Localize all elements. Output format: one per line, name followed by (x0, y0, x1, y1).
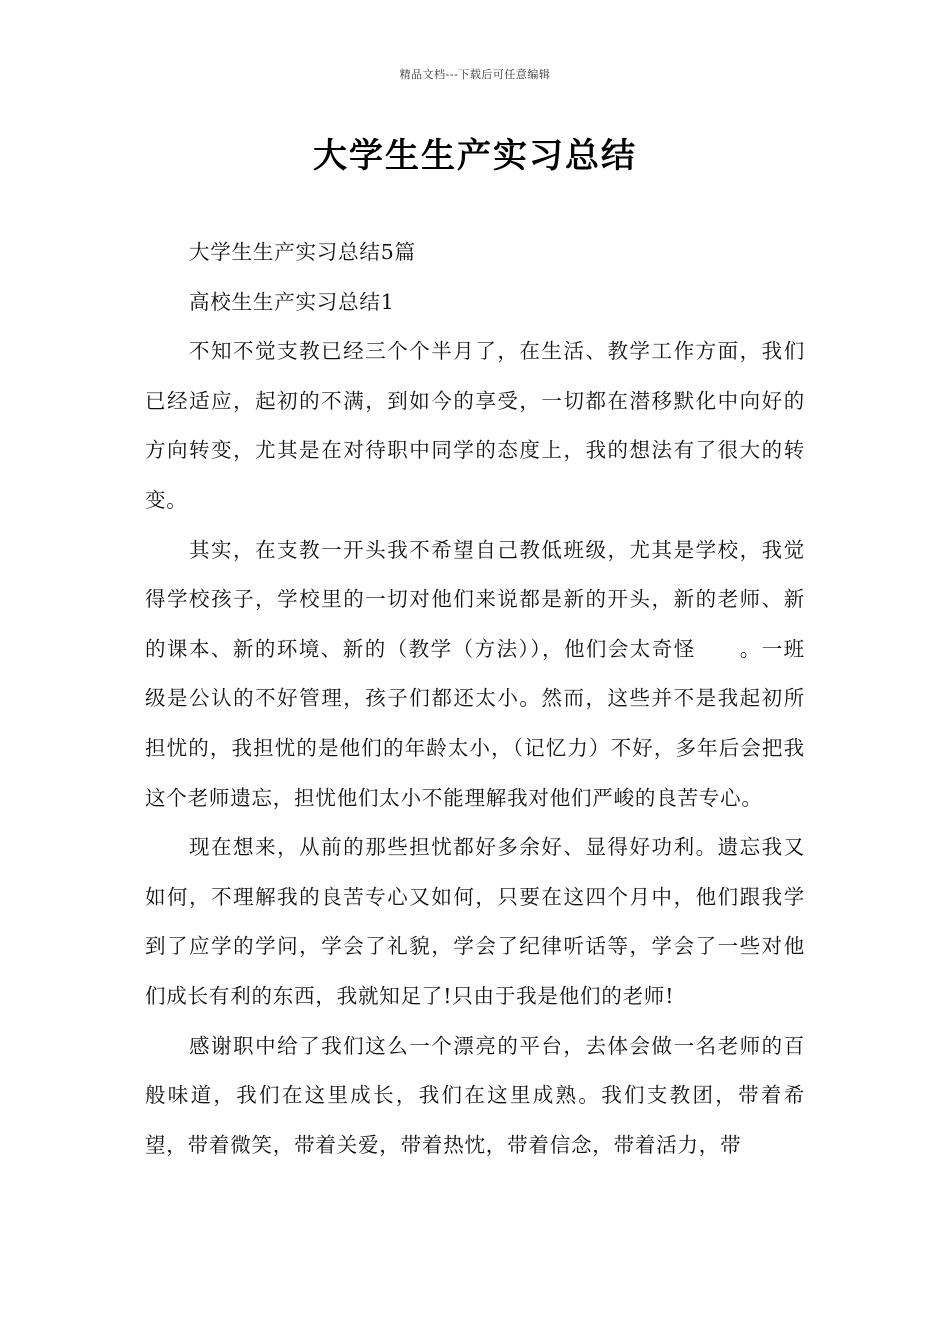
body-paragraph: 现在想来，从前的那些担忧都好多余好、显得好功利。遗忘我又如何，不理解我的良苦专心又如何，只要在这四个月中，他们跟我学到了应学的学问，学会了礼貌，学会了纪律听话等，学会了一些对他们成长有利的东西，我就知足了!只由于我是他们的老师! (145, 835, 805, 1008)
document-body (145, 228, 805, 1170)
body-paragraph: 感谢职中给了我们这么一个漂亮的平台，去体会做一名老师的百般味道，我们在这里成长，我们在这里成熟。我们支教团，带着希望，带着微笑，带着关爱，带着热忱，带着信念，带着活力，带 (145, 1033, 805, 1157)
page-header-note: 精品文档---下载后可任意编辑 (399, 68, 551, 81)
section-heading: 高校生生产实习总结1 (189, 289, 395, 314)
document-title: 大学生生产实习总结 (313, 136, 637, 176)
body-paragraph: 不知不觉支教已经三个个半月了，在生活、教学工作方面，我们已经适应，起初的不满，到如今的享受，一切都在潜移默化中向好的方向转变，尤其是在对待职中同学的态度上，我的想法有了很大的转变。 (145, 339, 805, 512)
subtitle-paragraph: 大学生生产实习总结5篇 (189, 240, 416, 264)
body-paragraph: 其实，在支教一开头我不希望自己教低班级，尤其是学校，我觉得学校孩子，学校里的一切对他们来说都是新的开头，新的老师、新的课本、新的环境、新的（教学（方法）），他们会太奇怪 。一班级是公认的不好管理，孩子们都还太小。然而，这些并不是我起初所担忧的，我担忧的是他们的年龄太小，（记忆力）不好，多年后会把我这个老师遗忘，担忧他们太小不能理解我对他们严峻的良苦专心。 (145, 537, 805, 810)
